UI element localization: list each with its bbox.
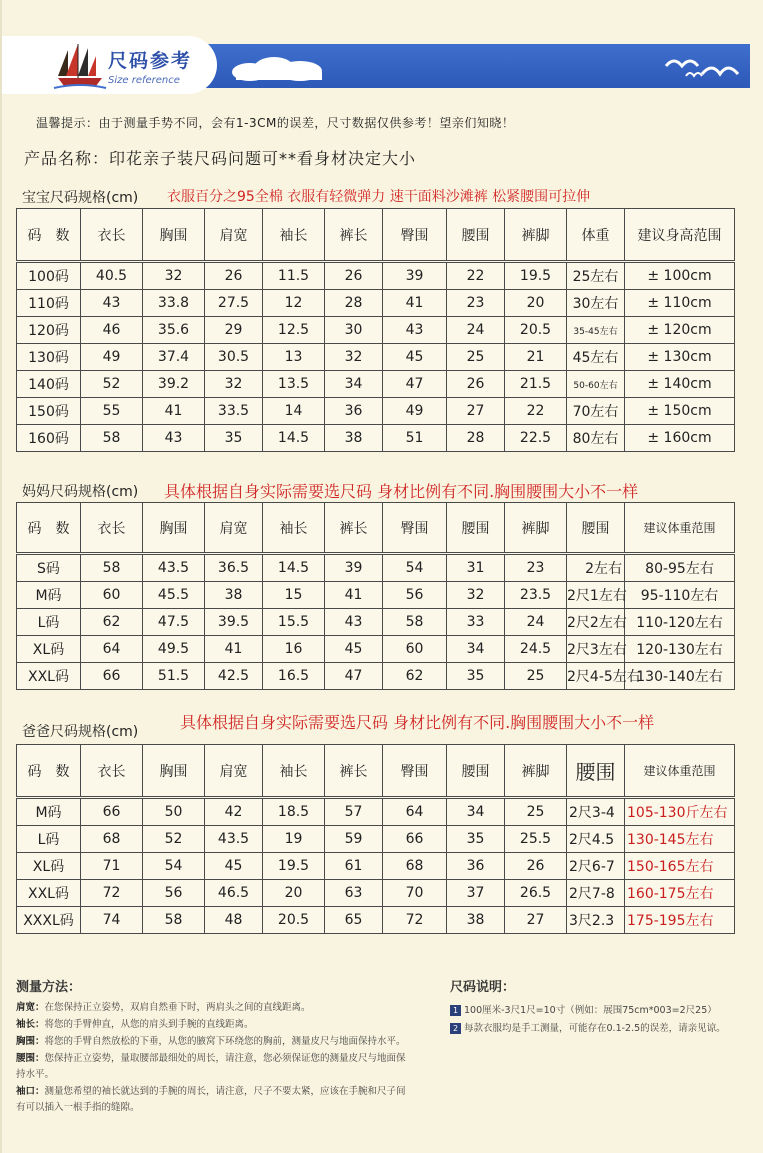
- table-cell: 28: [447, 425, 505, 452]
- table-cell: 105-130斤左右: [625, 799, 735, 826]
- column-header: 肩宽: [205, 503, 263, 553]
- table-cell: XXL码: [17, 880, 81, 907]
- table-cell: XL码: [17, 853, 81, 880]
- table-cell: L码: [17, 826, 81, 853]
- column-header: 肩宽: [205, 745, 263, 797]
- column-header: 臀围: [383, 503, 447, 553]
- table-cell: M码: [17, 799, 81, 826]
- table-cell: 55: [81, 398, 143, 425]
- table-cell: 35: [205, 425, 263, 452]
- measure-item: 腰围：您保持正立姿势，量取腰部最细处的周长，请注意，您必须保证您的测量皮尺与地面保持水平。: [16, 1053, 406, 1080]
- table-cell: 2尺4.5: [567, 826, 625, 853]
- column-header: 衣长: [81, 745, 143, 797]
- table-cell: 95-110左右: [625, 582, 735, 609]
- table-cell: 38: [447, 907, 505, 934]
- table-cell: 80左右: [567, 425, 625, 452]
- table-cell: 11.5: [263, 263, 325, 290]
- table-cell: 2尺7-8: [567, 880, 625, 907]
- table-cell: 30左右: [567, 290, 625, 317]
- table-cell: 38: [325, 425, 383, 452]
- table-cell: 120-130左右: [625, 636, 735, 663]
- measure-list: [16, 1000, 406, 1117]
- table-cell: 16: [263, 636, 325, 663]
- table-cell: 60: [383, 636, 447, 663]
- table-cell: 80-95左右: [625, 555, 735, 582]
- header-title: 尺码参考: [108, 50, 193, 72]
- table-cell: ± 140cm: [625, 371, 735, 398]
- dad-section-title: 爸爸尺码规格(cm): [22, 724, 139, 740]
- table-cell: 33: [447, 609, 505, 636]
- table-cell: XL码: [17, 636, 81, 663]
- table-cell: 45: [325, 636, 383, 663]
- table-cell: 58: [81, 425, 143, 452]
- table-cell: 54: [383, 555, 447, 582]
- table-cell: 21.5: [505, 371, 567, 398]
- size-note-list: [450, 1002, 750, 1038]
- table-cell: S码: [17, 555, 81, 582]
- column-header: 裤长: [325, 745, 383, 797]
- table-cell: 12.5: [263, 317, 325, 344]
- size-note-item: 1 100厘米-3尺1尺=10寸（例如：展围75cm*003=2尺25）: [450, 1002, 750, 1020]
- table-cell: 58: [81, 555, 143, 582]
- table-cell: 71: [81, 853, 143, 880]
- table-cell: ± 120cm: [625, 317, 735, 344]
- table-cell: 16.5: [263, 663, 325, 690]
- table-cell: 49.5: [143, 636, 205, 663]
- table-cell: M码: [17, 582, 81, 609]
- table-cell: 62: [383, 663, 447, 690]
- table-cell: 22.5: [505, 425, 567, 452]
- table-cell: 14.5: [263, 555, 325, 582]
- measure-item: 袖口：测量您希望的袖长就达到的手腕的周长，请注意，尺子不要太紧，应该在手腕和尺子间有可以插入一根手指的缝隙。: [16, 1086, 406, 1113]
- table-cell: 39.2: [143, 371, 205, 398]
- table-row: [17, 555, 735, 582]
- table-cell: 70左右: [567, 398, 625, 425]
- table-cell: 140码: [17, 371, 81, 398]
- table-cell: 39.5: [205, 609, 263, 636]
- column-header: 胸围: [143, 503, 205, 553]
- table-row: [17, 853, 735, 880]
- table-cell: 2尺1左右: [567, 582, 625, 609]
- table-cell: 51: [383, 425, 447, 452]
- table-cell: 34: [325, 371, 383, 398]
- table-cell: 110码: [17, 290, 81, 317]
- table-cell: 25: [447, 344, 505, 371]
- table-row: [17, 663, 735, 690]
- table-cell: 13.5: [263, 371, 325, 398]
- table-cell: 27.5: [205, 290, 263, 317]
- table-cell: 2尺3-4: [567, 799, 625, 826]
- table-cell: 35.6: [143, 317, 205, 344]
- table-cell: 15: [263, 582, 325, 609]
- table-cell: 15.5: [263, 609, 325, 636]
- table-row: [17, 398, 735, 425]
- table-row: [17, 344, 735, 371]
- table-cell: 19.5: [263, 853, 325, 880]
- table-cell: 68: [383, 853, 447, 880]
- table-cell: 22: [447, 263, 505, 290]
- table-cell: 52: [143, 826, 205, 853]
- column-header: 肩宽: [205, 209, 263, 261]
- table-cell: 20.5: [505, 317, 567, 344]
- table-cell: 120码: [17, 317, 81, 344]
- table-cell: 160码: [17, 425, 81, 452]
- dad-section-note: 具体根据自身实际需要选尺码 身材比例有不同.胸围腰围大小不一样: [180, 713, 655, 732]
- column-header: 臀围: [383, 745, 447, 797]
- table-cell: 32: [143, 263, 205, 290]
- table-cell: 49: [383, 398, 447, 425]
- table-cell: 34: [447, 636, 505, 663]
- table-cell: 12: [263, 290, 325, 317]
- table-cell: 160-175左右: [625, 880, 735, 907]
- table-cell: 24.5: [505, 636, 567, 663]
- table-cell: 49: [81, 344, 143, 371]
- measure-item: 袖长：将您的手臂伸直，从您的肩头到手腕的直线距离。: [16, 1019, 254, 1030]
- column-header: 码 数: [17, 503, 81, 553]
- table-cell: 30.5: [205, 344, 263, 371]
- table-cell: 56: [143, 880, 205, 907]
- table-cell: 37.4: [143, 344, 205, 371]
- column-header: 腰围: [447, 745, 505, 797]
- column-header: 建议身高范围: [625, 209, 735, 261]
- column-header: 建议体重范围: [625, 745, 735, 797]
- table-cell: 52: [81, 371, 143, 398]
- table-cell: 13: [263, 344, 325, 371]
- table-row: [17, 799, 735, 826]
- product-name: 产品名称：印花亲子装尺码问题可**看身材决定大小: [24, 149, 417, 168]
- column-header: 体重: [567, 209, 625, 261]
- header-subtitle: Size reference: [108, 75, 180, 86]
- table-cell: 2尺2左右: [567, 609, 625, 636]
- table-cell: 47.5: [143, 609, 205, 636]
- table-row: [17, 609, 735, 636]
- table-cell: 50-60左右: [567, 371, 625, 398]
- table-cell: 63: [325, 880, 383, 907]
- table-cell: 27: [447, 398, 505, 425]
- table-cell: 43.5: [205, 826, 263, 853]
- table-cell: 26: [447, 371, 505, 398]
- table-cell: 43: [383, 317, 447, 344]
- table-cell: 19: [263, 826, 325, 853]
- table-cell: 35: [447, 826, 505, 853]
- table-cell: 100码: [17, 263, 81, 290]
- table-cell: ± 150cm: [625, 398, 735, 425]
- table-cell: 47: [325, 663, 383, 690]
- table-cell: 3尺2.3: [567, 907, 625, 934]
- table-cell: 66: [383, 826, 447, 853]
- mom-header-row: [17, 503, 735, 553]
- table-cell: 40.5: [81, 263, 143, 290]
- table-cell: 59: [325, 826, 383, 853]
- size-note-title: 尺码说明：: [450, 980, 516, 995]
- ship-icon: [54, 42, 106, 90]
- table-cell: 32: [205, 371, 263, 398]
- table-row: [17, 826, 735, 853]
- table-row: [17, 317, 735, 344]
- table-cell: 30: [325, 317, 383, 344]
- table-cell: 65: [325, 907, 383, 934]
- column-header: 腰围: [447, 209, 505, 261]
- table-cell: ± 160cm: [625, 425, 735, 452]
- table-row: [17, 636, 735, 663]
- notice-text: 温馨提示：由于测量手势不同，会有1-3CM的误差，尺寸数据仅供参考！望亲们知晓！: [36, 116, 515, 130]
- table-cell: 68: [81, 826, 143, 853]
- column-header: 裤脚: [505, 503, 567, 553]
- cloud-icon: [230, 56, 328, 82]
- table-cell: 2尺6-7: [567, 853, 625, 880]
- table-cell: 46: [81, 317, 143, 344]
- table-cell: 26: [505, 853, 567, 880]
- table-row: [17, 371, 735, 398]
- table-cell: 23.5: [505, 582, 567, 609]
- column-header: 胸围: [143, 745, 205, 797]
- table-cell: 54: [143, 853, 205, 880]
- table-cell: ± 130cm: [625, 344, 735, 371]
- table-cell: 20: [505, 290, 567, 317]
- table-cell: 38: [205, 582, 263, 609]
- table-row: [17, 290, 735, 317]
- table-cell: 130-140左右: [625, 663, 735, 690]
- table-cell: 18.5: [263, 799, 325, 826]
- table-cell: 64: [81, 636, 143, 663]
- column-header: 裤脚: [505, 209, 567, 261]
- table-cell: 150-165左右: [625, 853, 735, 880]
- baby-section-title: 宝宝尺码规格(cm): [22, 190, 139, 206]
- table-cell: 45.5: [143, 582, 205, 609]
- table-cell: 19.5: [505, 263, 567, 290]
- baby-section-note: 衣服百分之95全棉 衣服有轻微弹力 速干面料沙滩裤 松紧腰围可拉伸: [167, 189, 591, 205]
- table-cell: 29: [205, 317, 263, 344]
- table-cell: 2尺4-5左右: [567, 663, 625, 690]
- table-cell: 32: [447, 582, 505, 609]
- column-header: 臀围: [383, 209, 447, 261]
- dad-header-row: [17, 745, 735, 797]
- table-cell: 32: [325, 344, 383, 371]
- table-cell: 45: [205, 853, 263, 880]
- table-cell: 43.5: [143, 555, 205, 582]
- table-cell: 26: [325, 263, 383, 290]
- table-cell: 48: [205, 907, 263, 934]
- column-header: 衣长: [81, 209, 143, 261]
- table-cell: ± 110cm: [625, 290, 735, 317]
- table-cell: 14: [263, 398, 325, 425]
- table-cell: 41: [143, 398, 205, 425]
- table-cell: 35-45左右: [567, 317, 625, 344]
- column-header: 衣长: [81, 503, 143, 553]
- table-cell: 45左右: [567, 344, 625, 371]
- seagull-icon: [662, 52, 742, 82]
- column-header: 袖长: [263, 745, 325, 797]
- table-cell: 24: [447, 317, 505, 344]
- table-cell: 41: [325, 582, 383, 609]
- mom-section-title: 妈妈尺码规格(cm): [22, 484, 139, 500]
- table-cell: 39: [325, 555, 383, 582]
- table-cell: 33.8: [143, 290, 205, 317]
- table-cell: 26: [205, 263, 263, 290]
- table-cell: 23: [447, 290, 505, 317]
- table-cell: 36.5: [205, 555, 263, 582]
- table-cell: XXL码: [17, 663, 81, 690]
- table-cell: 175-195左右: [625, 907, 735, 934]
- column-header: 码 数: [17, 209, 81, 261]
- table-cell: 22: [505, 398, 567, 425]
- column-header: 袖长: [263, 503, 325, 553]
- measure-item: 胸围：将您的手臂自然放松的下垂，从您的腋窝下环绕您的胸前，测量皮尺与地面保持水平。: [16, 1036, 406, 1047]
- measure-item: 肩宽：在您保持正立姿势，双肩自然垂下时，两肩头之间的直线距离。: [16, 1002, 311, 1013]
- dad-size-table: [16, 744, 735, 934]
- table-cell: 72: [81, 880, 143, 907]
- table-cell: 58: [143, 907, 205, 934]
- table-cell: 62: [81, 609, 143, 636]
- column-header: 胸围: [143, 209, 205, 261]
- table-row: [17, 425, 735, 452]
- table-cell: 43: [143, 425, 205, 452]
- table-cell: 34: [447, 799, 505, 826]
- table-cell: 14.5: [263, 425, 325, 452]
- column-header: 裤长: [325, 503, 383, 553]
- table-cell: 28: [325, 290, 383, 317]
- column-header: 腰围: [447, 503, 505, 553]
- table-row: [17, 263, 735, 290]
- table-cell: 46.5: [205, 880, 263, 907]
- table-cell: 72: [383, 907, 447, 934]
- table-cell: 42: [205, 799, 263, 826]
- table-cell: 35: [447, 663, 505, 690]
- table-cell: 25: [505, 663, 567, 690]
- table-row: [17, 907, 735, 934]
- table-row: [17, 582, 735, 609]
- table-cell: 150码: [17, 398, 81, 425]
- table-cell: 56: [383, 582, 447, 609]
- mom-size-table: [16, 502, 735, 690]
- baby-header-row: [17, 209, 735, 261]
- column-header: 裤脚: [505, 745, 567, 797]
- table-cell: L码: [17, 609, 81, 636]
- table-cell: 37: [447, 880, 505, 907]
- mom-section-note: 具体根据自身实际需要选尺码 身材比例有不同.胸围腰围大小不一样: [164, 482, 639, 501]
- table-cell: 130码: [17, 344, 81, 371]
- table-cell: 26.5: [505, 880, 567, 907]
- table-cell: 27: [505, 907, 567, 934]
- table-cell: 47: [383, 371, 447, 398]
- table-cell: 2尺3左右: [567, 636, 625, 663]
- table-cell: 50: [143, 799, 205, 826]
- column-header: 建议体重范围: [625, 503, 735, 553]
- table-cell: 33.5: [205, 398, 263, 425]
- table-cell: 61: [325, 853, 383, 880]
- table-cell: 24: [505, 609, 567, 636]
- table-cell: 25.5: [505, 826, 567, 853]
- table-cell: 20: [263, 880, 325, 907]
- table-cell: 20.5: [263, 907, 325, 934]
- table-cell: 36: [325, 398, 383, 425]
- table-cell: 23: [505, 555, 567, 582]
- table-cell: 43: [81, 290, 143, 317]
- table-cell: 41: [383, 290, 447, 317]
- table-cell: XXXL码: [17, 907, 81, 934]
- table-cell: 70: [383, 880, 447, 907]
- column-header: 裤长: [325, 209, 383, 261]
- table-cell: 51.5: [143, 663, 205, 690]
- table-row: [17, 880, 735, 907]
- table-cell: 57: [325, 799, 383, 826]
- table-cell: 41: [205, 636, 263, 663]
- column-header: 码 数: [17, 745, 81, 797]
- table-cell: 25: [505, 799, 567, 826]
- table-cell: 66: [81, 799, 143, 826]
- table-cell: 39: [383, 263, 447, 290]
- table-cell: 2左右: [567, 555, 625, 582]
- size-note-item: 2 每款衣服均是手工测量，可能存在0.1-2.5的误差，请亲见谅。: [450, 1020, 750, 1038]
- table-cell: 110-120左右: [625, 609, 735, 636]
- column-header: 袖长: [263, 209, 325, 261]
- table-cell: 43: [325, 609, 383, 636]
- table-cell: 45: [383, 344, 447, 371]
- measure-title: 测量方法：: [16, 980, 82, 995]
- table-cell: 60: [81, 582, 143, 609]
- table-cell: 42.5: [205, 663, 263, 690]
- table-cell: 64: [383, 799, 447, 826]
- column-header: 腰围: [567, 745, 625, 797]
- table-cell: 130-145左右: [625, 826, 735, 853]
- table-cell: 25左右: [567, 263, 625, 290]
- table-cell: ± 100cm: [625, 263, 735, 290]
- table-cell: 36: [447, 853, 505, 880]
- table-cell: 74: [81, 907, 143, 934]
- table-cell: 21: [505, 344, 567, 371]
- baby-size-table: [16, 208, 735, 452]
- table-cell: 66: [81, 663, 143, 690]
- column-header: 腰围: [567, 503, 625, 553]
- table-cell: 31: [447, 555, 505, 582]
- table-cell: 58: [383, 609, 447, 636]
